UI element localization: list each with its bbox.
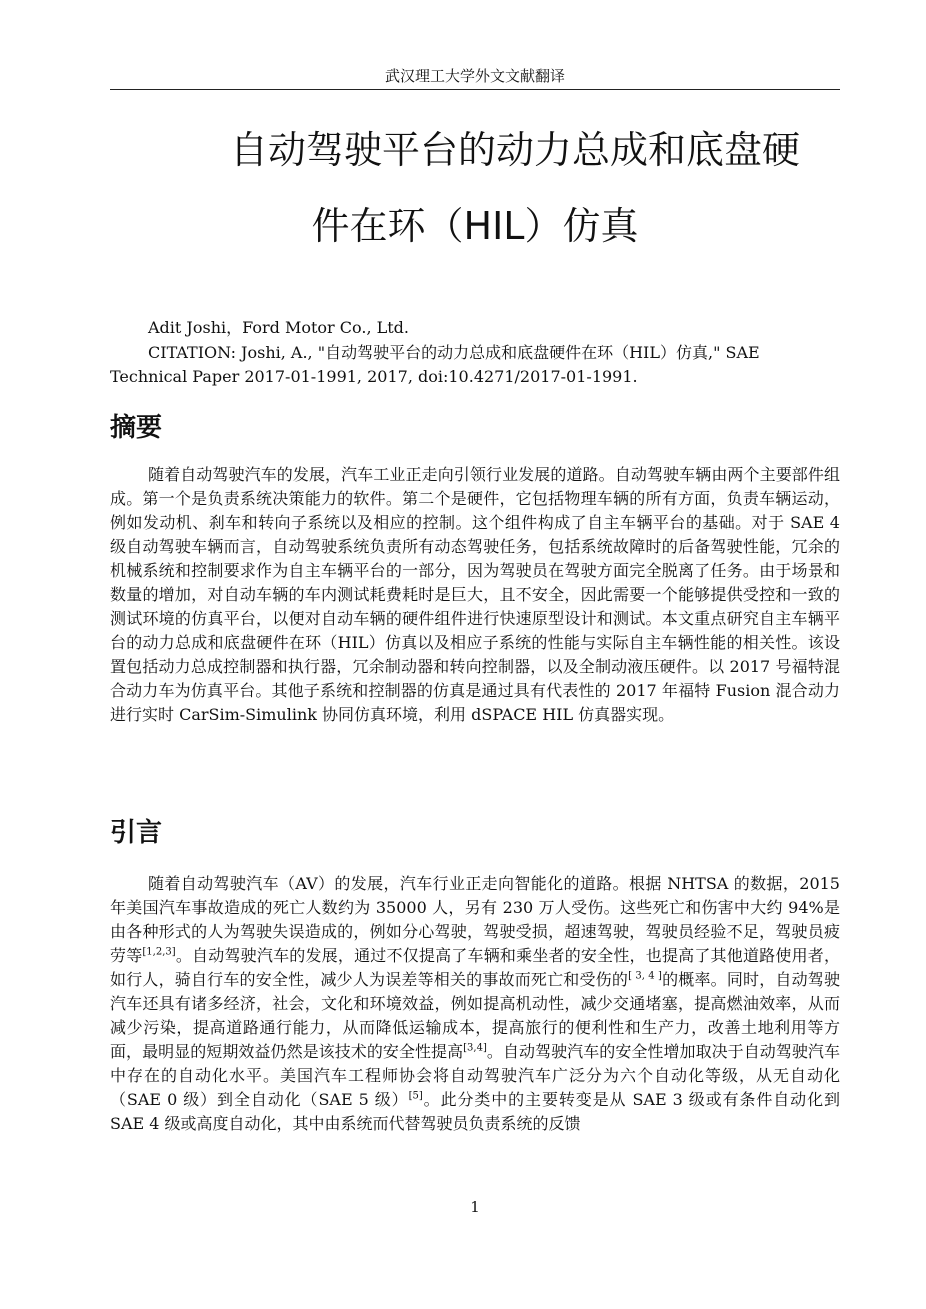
citation-ref-1: [1,2,3] xyxy=(142,946,176,958)
citation xyxy=(110,341,840,389)
page-number: 1 xyxy=(470,1198,480,1216)
intro-text-5: 。此分类中的主要转变是从 SAE 3 级或有条件自动化到 SAE 4 级或高度自动化，其中由系统而代替驾驶员负责系统的反馈 xyxy=(110,1090,840,1133)
intro-text-3: 的概率。同时，自动驾驶汽车还具有诸多经济，社会，文化和环境效益，例如提高机动性，减少交通堵塞，提高燃油效率，从而减少污染，提高道路通行能力，从而降低运输成本，提高旅行的便利性和生产力，改善土地利用等方面，最明显的短期效益仍然是该技术的安全性提高 xyxy=(110,970,840,1061)
introduction-paragraph xyxy=(110,872,840,1136)
citation-line-1: CITATION: Joshi, A., "自动驾驶平台的动力总成和底盘硬件在环（HIL）仿真," SAE xyxy=(148,343,760,362)
running-header: 武汉理工大学外文文献翻译 xyxy=(384,67,565,85)
abstract-paragraph: 随着自动驾驶汽车的发展，汽车工业正走向引领行业发展的道路。自动驾驶车辆由两个主要部件组成。第一个是负责系统决策能力的软件。第二个是硬件，它包括物理车辆的所有方面，负责车辆运动，例如发动机、刹车和转向子系统以及相应的控制。这个组件构成了自主车辆平台的基础。对于 SAE 4 级自动驾驶车辆而言，自动驾驶系统负责所有动态驾驶任务，包括系统故障时的后备驾驶性能，冗余的机械系统和控制要求作为自主车辆平台的一部分，因为驾驶员在驾驶方面完全脱离了任务。由于场景和数量的增加，对自动车辆的车内测试耗费耗时是巨大，且不安全，因此需要一个能够提供受控和一致的测试环境的仿真平台，以便对自动车辆的硬件组件进行快速原型设计和测试。本文重点研究自主车辆平台的动力总成和底盘硬件在环（HIL）仿真以及相应子系统的性能与实际自主车辆性能的相关性。该设置包括动力总成控制器和执行器，冗余制动器和转向控制器，以及全制动液压硬件。以 2017 号福特混合动力车为仿真平台。其他子系统和控制器的仿真是通过具有代表性的 2017 年福特 Fusion 混合动力进行实时 CarSim-Simulink 协同仿真环境，利用 dSPACE HIL 仿真器实现。 xyxy=(110,465,840,724)
introduction-heading: 引言 xyxy=(110,818,163,848)
citation-line-2: Technical Paper 2017-01-1991, 2017, doi:10.4271/2017-01-1991. xyxy=(110,367,638,386)
intro-text-1: 随着自动驾驶汽车（AV）的发展，汽车行业正走向智能化的道路。根据 NHTSA 的数据，2015 年美国汽车事故造成的死亡人数约为 35000 人，另有 230 万人受伤。这些死亡和伤害中大约 94%是由各种形式的人为驾驶失误造成的，例如分心驾驶，驾驶受损，超速驾驶，驾驶员经验不足，驾驶员疲劳等 xyxy=(110,874,840,965)
intro-text-2: 。自动驾驶汽车的发展，通过不仅提高了车辆和乘坐者的安全性，也提高了其他道路使用者，如行人，骑自行车的安全性，减少人为误差等相关的事故而死亡和受伤的 xyxy=(110,946,840,989)
page-title-line-1: 自动驾驶平台的动力总成和底盘硬 xyxy=(229,128,800,172)
citation-ref-3: [3,4] xyxy=(463,1042,487,1054)
author-line: Adit Joshi，Ford Motor Co., Ltd. xyxy=(148,318,409,337)
citation-ref-4: [5] xyxy=(408,1090,423,1102)
page-title-line-2: 件在环（HIL）仿真 xyxy=(311,204,639,248)
header-rule xyxy=(110,89,840,90)
intro-text-4: 。自动驾驶汽车的安全性增加取决于自动驾驶汽车中存在的自动化水平。美国汽车工程师协会将自动驾驶汽车广泛分为六个自动化等级，从无自动化（SAE 0 级）到全自动化（SAE 5 级） xyxy=(110,1042,840,1109)
citation-ref-2: [ 3, 4 ] xyxy=(628,970,662,982)
abstract-heading: 摘要 xyxy=(110,413,163,443)
